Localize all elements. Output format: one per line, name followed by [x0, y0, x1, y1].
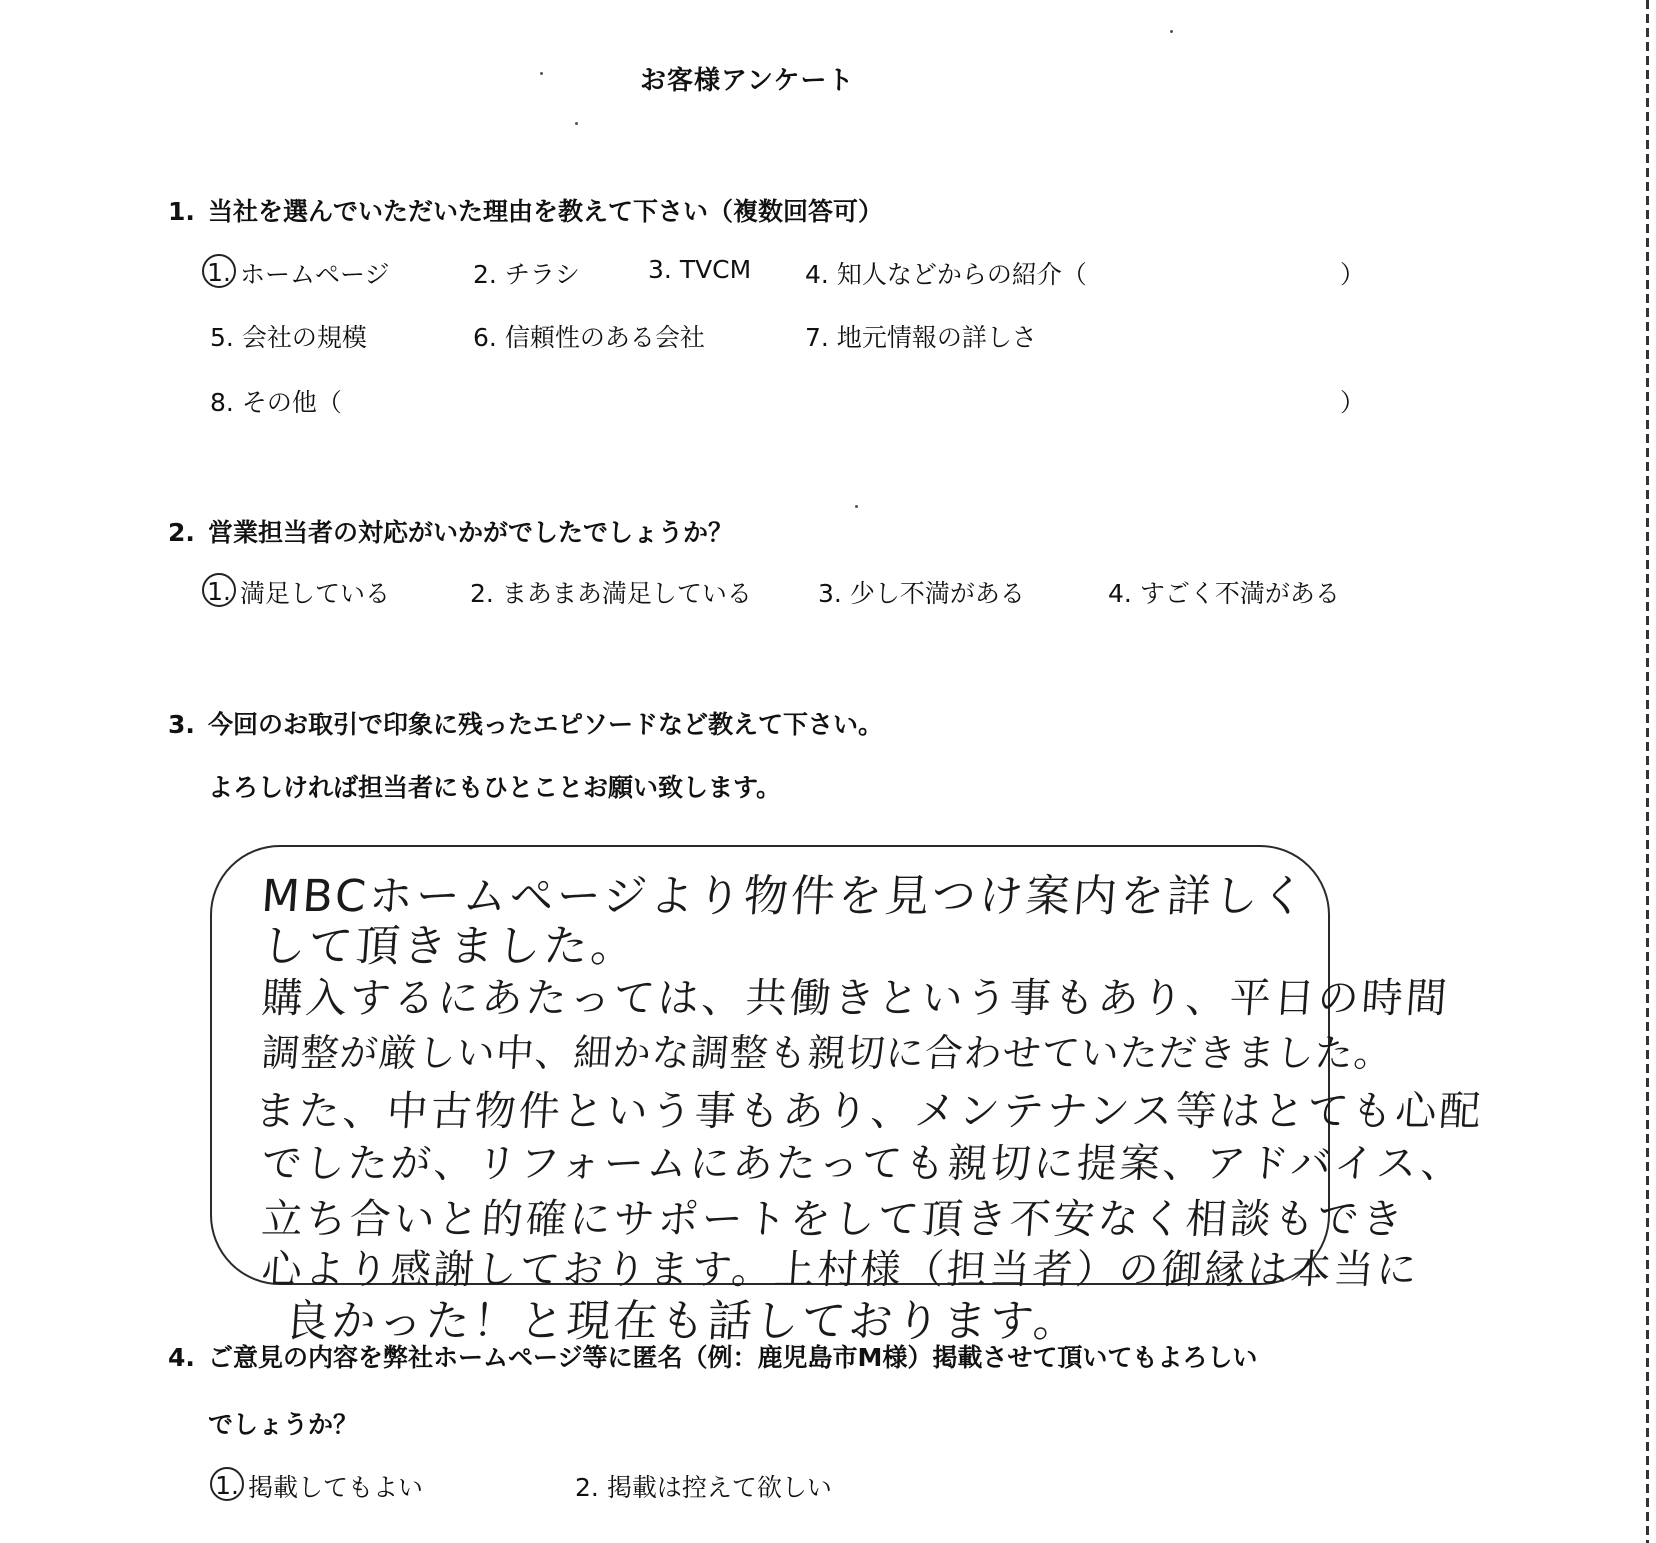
- option-number: 7.: [805, 323, 829, 352]
- option-label: チラシ: [504, 260, 580, 289]
- question-3: [168, 705, 883, 741]
- option-label: まあまあ満足している: [501, 579, 752, 608]
- scan-speck: [1170, 30, 1173, 33]
- scan-speck: [540, 72, 543, 75]
- question-3-subtext: よろしければ担当者にもひとことお願い致します。: [208, 773, 782, 802]
- handwritten-line: MBCホームページより物件を見つけ案内を詳しく: [259, 871, 1310, 922]
- close-paren: ）: [1340, 260, 1366, 289]
- circled-number: 1.: [202, 254, 236, 288]
- option-number: 4.: [805, 260, 829, 289]
- handwritten-line: 購入するにあたっては、共働きという事もあり、平日の時間: [260, 974, 1452, 1022]
- question-number: 3.: [168, 710, 195, 739]
- option-label: 信頼性のある会社: [504, 323, 705, 352]
- question-text: 営業担当者の対応がいかがでしたでしょうか？: [208, 518, 734, 547]
- page-title: お客様アンケート: [640, 66, 855, 96]
- question-text: 今回のお取引で印象に残ったエピソードなど教えて下さい。: [208, 710, 884, 739]
- handwritten-line: 立ち合いと的確にサポートをして頂き不安なく相談もでき: [260, 1195, 1408, 1243]
- handwritten-line: でしたが、リフォームにあたっても親切に提案、アドバイス、: [260, 1141, 1466, 1187]
- option-number: 5.: [210, 323, 234, 352]
- q1-option-4[interactable]: [805, 255, 1087, 291]
- option-number: 8.: [210, 388, 234, 417]
- close-paren: ）: [1340, 388, 1366, 417]
- circled-number: 1.: [210, 1467, 244, 1501]
- option-number: 3.: [818, 579, 842, 608]
- option-number: 3.: [648, 255, 672, 284]
- question-number: 2.: [168, 518, 195, 547]
- scan-speck: [575, 122, 578, 125]
- handwritten-line: 心より感謝しております。上村様（担当者）の御縁は本当に: [260, 1247, 1422, 1293]
- question-1: [168, 192, 883, 228]
- handwritten-line: また、中古物件という事もあり、メンテナンス等はとても心配: [253, 1087, 1486, 1135]
- handwritten-line: して頂きました。: [259, 921, 640, 972]
- option-label: 満足している: [240, 579, 391, 608]
- option-label: その他（: [241, 388, 342, 417]
- scan-edge: [1646, 0, 1649, 1543]
- option-label: 会社の規模: [241, 323, 367, 352]
- option-label: ホームページ: [240, 260, 390, 289]
- option-label: すごく不満がある: [1139, 579, 1340, 608]
- q1-option-2[interactable]: [473, 255, 580, 291]
- question-2: [168, 513, 733, 549]
- option-label: 地元情報の詳しさ: [836, 323, 1037, 352]
- q2-option-1[interactable]: [202, 574, 390, 610]
- option-label: 掲載は控えて欲しい: [606, 1473, 832, 1502]
- q1-option-6[interactable]: [473, 318, 705, 354]
- q1-option-1[interactable]: [202, 255, 390, 291]
- handwritten-line: 調整が厳しい中、細かな調整も親切に合わせていただきました。: [260, 1031, 1395, 1075]
- scan-speck: [855, 505, 858, 508]
- option-label: TVCM: [679, 255, 752, 284]
- option-number: 2.: [470, 579, 494, 608]
- q4-option-2[interactable]: [575, 1468, 832, 1504]
- q1-option-5[interactable]: [210, 318, 367, 354]
- question-text: 当社を選んでいただいた理由を教えて下さい（複数回答可）: [208, 197, 884, 226]
- handwritten-line: 良かった！と現在も話しております。: [282, 1296, 1082, 1347]
- option-number: 2.: [473, 260, 497, 289]
- option-label: 知人などからの紹介（: [836, 260, 1087, 289]
- q1-option-7[interactable]: [805, 318, 1037, 354]
- question-text: ご意見の内容を弊社ホームページ等に匿名（例：鹿児島市M様）掲載させて頂いてもよろしい: [208, 1343, 1258, 1372]
- circled-number: 1.: [202, 573, 236, 607]
- question-number: 1.: [168, 197, 195, 226]
- question-4: [168, 1338, 1257, 1374]
- question-number: 4.: [168, 1343, 195, 1372]
- q1-option-3[interactable]: [648, 255, 751, 284]
- q2-option-2[interactable]: [470, 574, 752, 610]
- option-label: 少し不満がある: [849, 579, 1025, 608]
- option-label: 掲載してもよい: [248, 1473, 424, 1502]
- q2-option-4[interactable]: [1108, 574, 1340, 610]
- question-4-subtext: でしょうか？: [208, 1410, 359, 1439]
- q4-option-1[interactable]: [210, 1468, 423, 1504]
- q2-option-3[interactable]: [818, 574, 1025, 610]
- option-number: 4.: [1108, 579, 1132, 608]
- option-number: 6.: [473, 323, 497, 352]
- q1-option-8[interactable]: [210, 383, 342, 419]
- option-number: 2.: [575, 1473, 599, 1502]
